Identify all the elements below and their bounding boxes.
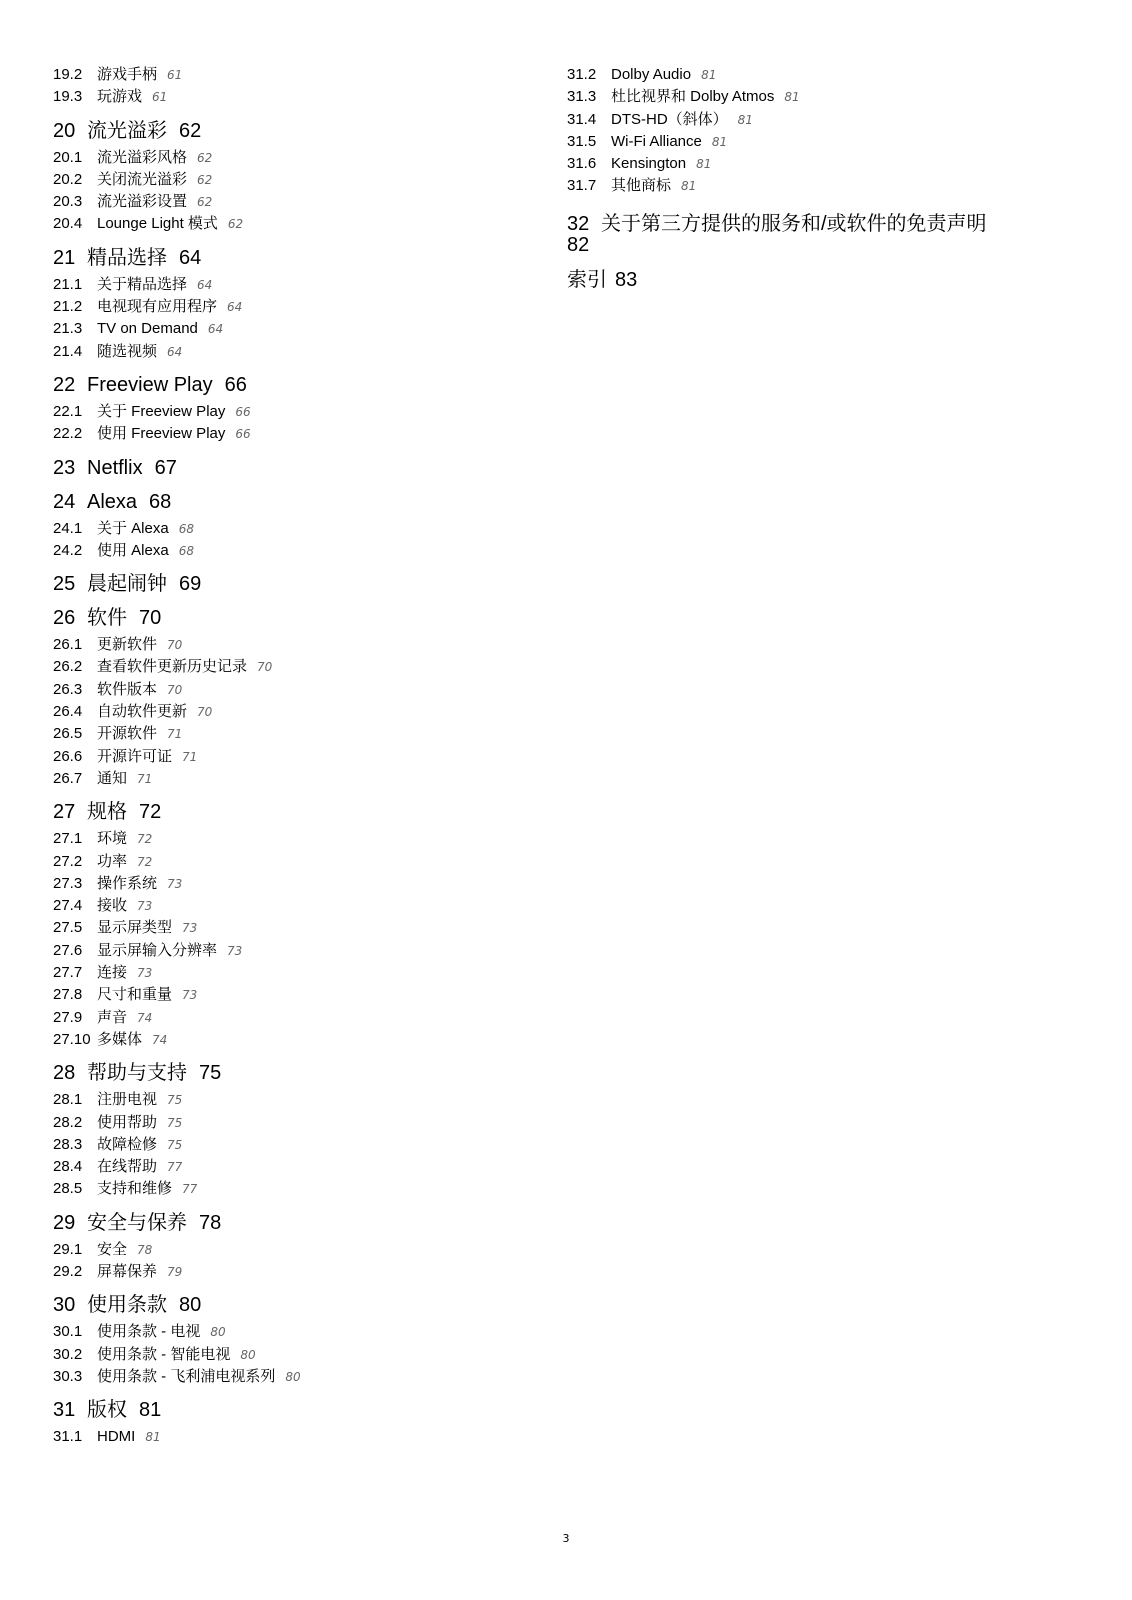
toc-entry-title: 通知 (97, 769, 128, 787)
toc-entry[interactable] (53, 1344, 523, 1366)
toc-entry-page: 64 (167, 344, 183, 359)
toc-entry-page: 81 (681, 179, 697, 194)
chapter-page: 68 (149, 490, 172, 513)
toc-chapter-heading[interactable] (53, 572, 523, 596)
toc-entry-title: 安全 (97, 1240, 128, 1258)
chapter-title: Freeview Play (87, 373, 213, 396)
toc-entry-title: 关于 Alexa (97, 519, 169, 537)
chapter-title: 安全与保养 (87, 1211, 187, 1234)
chapter-title: 使用条款 (87, 1294, 167, 1317)
toc-entry-page: 75 (167, 1137, 183, 1152)
toc-chapter-heading[interactable] (53, 1211, 523, 1235)
toc-entry[interactable] (53, 917, 523, 939)
toc-entry[interactable] (53, 213, 523, 235)
toc-entry[interactable] (567, 175, 1037, 197)
toc-entry[interactable] (53, 1261, 523, 1283)
toc-entry[interactable] (53, 191, 523, 213)
toc-entry-page: 64 (227, 300, 243, 315)
toc-entry-page: 62 (197, 172, 213, 187)
toc-entry-number: 28.4 (53, 1158, 83, 1176)
toc-entry-title: 关闭流光溢彩 (97, 170, 188, 188)
toc-entry-number: 22.1 (53, 402, 83, 420)
toc-entry-page: 62 (197, 150, 213, 165)
toc-entry-number: 31.6 (567, 155, 597, 173)
chapter-title: 软件 (87, 607, 127, 630)
toc-entry[interactable] (53, 851, 523, 873)
toc-chapter-heading[interactable] (53, 1061, 523, 1085)
toc-entry-number: 24.2 (53, 541, 83, 559)
chapter-number: 28 (53, 1062, 76, 1085)
toc-entry-number: 29.1 (53, 1240, 83, 1258)
toc-entry-number: 27.10 (53, 1030, 91, 1048)
chapter-number: 20 (53, 119, 76, 142)
toc-entry-number: 28.2 (53, 1113, 83, 1131)
toc-index-heading[interactable] (567, 268, 1037, 292)
toc-entry-title: 接收 (97, 897, 128, 915)
index-page: 83 (615, 268, 638, 291)
toc-entry[interactable] (53, 1178, 523, 1200)
chapter-title: 版权 (87, 1399, 127, 1422)
toc-entry-page: 77 (182, 1182, 198, 1197)
toc-entry-number: 31.1 (53, 1428, 83, 1446)
toc-entry-number: 26.1 (53, 636, 83, 654)
toc-entry[interactable] (53, 1029, 523, 1051)
toc-entry-number: 31.2 (567, 66, 597, 83)
toc-entry-title: 故障检修 (97, 1135, 158, 1153)
toc-entry-page: 72 (137, 854, 153, 869)
toc-entry[interactable] (53, 746, 523, 768)
toc-left-column (53, 64, 523, 1448)
toc-entry[interactable] (53, 86, 523, 108)
chapter-title: Netflix (87, 456, 143, 479)
toc-entry-number: 27.2 (53, 852, 83, 870)
toc-entry-title: 玩游戏 (97, 88, 143, 106)
toc-entry-page: 73 (137, 899, 153, 914)
toc-entry-number: 21.3 (53, 320, 83, 338)
toc-entry-number: 27.8 (53, 986, 83, 1004)
toc-entry-number: 30.2 (53, 1345, 83, 1363)
toc-entry-number: 21.2 (53, 298, 83, 316)
toc-entry-number: 20.3 (53, 193, 83, 211)
chapter-page: 72 (139, 801, 162, 824)
toc-entry-title: 显示屏类型 (97, 919, 173, 937)
toc-entry[interactable] (53, 984, 523, 1006)
toc-entry[interactable] (567, 86, 1037, 108)
toc-entry-title: 关于 Freeview Play (97, 402, 226, 420)
toc-entry[interactable] (53, 540, 523, 562)
toc-entry-number: 26.6 (53, 747, 83, 765)
toc-entry-page: 70 (197, 705, 213, 720)
toc-entry-title: 开源软件 (97, 725, 158, 743)
toc-entry-page: 79 (167, 1264, 183, 1279)
toc-entry[interactable] (53, 274, 523, 296)
chapter-title: Alexa (87, 490, 138, 513)
toc-entry-title: 使用条款 - 电视 (97, 1323, 201, 1341)
toc-entry[interactable] (53, 656, 523, 678)
toc-entry-page: 73 (167, 876, 183, 891)
toc-chapter-heading[interactable] (53, 456, 523, 480)
toc-entry-page: 73 (137, 966, 153, 981)
toc-entry-title: 流光溢彩设置 (97, 193, 188, 211)
toc-entry-number: 20.1 (53, 148, 83, 166)
toc-entry-title: HDMI (97, 1428, 136, 1446)
chapter-title: 关于第三方提供的服务和/或软件的免责声明 (601, 212, 987, 235)
toc-entry[interactable] (53, 64, 523, 86)
toc-entry[interactable] (53, 701, 523, 723)
page-number: 3 (562, 1532, 570, 1545)
toc-entry-number: 20.2 (53, 170, 83, 188)
toc-entry-title: 杜比视界和 Dolby Atmos (611, 88, 775, 106)
toc-chapter-heading[interactable] (53, 119, 523, 143)
chapter-page: 81 (139, 1399, 162, 1422)
toc-entry[interactable] (53, 1156, 523, 1178)
toc-entry-page: 73 (182, 921, 198, 936)
chapter-number: 30 (53, 1294, 76, 1317)
chapter-page: 78 (199, 1211, 222, 1234)
chapter-number: 29 (53, 1211, 76, 1234)
toc-entry[interactable] (53, 318, 523, 340)
toc-entry-number: 31.5 (567, 132, 597, 150)
toc-entry-page: 81 (701, 68, 717, 82)
chapter-page: 69 (179, 573, 202, 596)
toc-entry[interactable] (53, 147, 523, 169)
toc-entry[interactable] (567, 153, 1037, 175)
toc-entry-number: 27.7 (53, 964, 83, 982)
toc-entry-page: 74 (137, 1010, 153, 1025)
toc-entry-title: 尺寸和重量 (97, 986, 173, 1004)
toc-entry-page: 68 (178, 543, 194, 558)
toc-entry-title: 功率 (97, 852, 128, 870)
toc-entry-title: 使用 Alexa (97, 541, 169, 559)
toc-entry-page: 71 (182, 749, 198, 764)
chapter-number: 31 (53, 1399, 76, 1422)
chapter-page: 70 (139, 607, 162, 630)
toc-entry[interactable] (53, 296, 523, 318)
toc-entry-title: Lounge Light 模式 (97, 215, 218, 233)
toc-entry[interactable] (53, 1007, 523, 1029)
toc-entry-page: 77 (167, 1160, 183, 1175)
toc-entry[interactable] (53, 895, 523, 917)
toc-entry-page: 61 (167, 68, 183, 82)
toc-entry[interactable] (567, 109, 1037, 131)
toc-entry-number: 28.3 (53, 1135, 83, 1153)
toc-entry-title: 其他商标 (611, 177, 672, 195)
toc-entry-number: 26.5 (53, 725, 83, 743)
toc-entry[interactable] (53, 169, 523, 191)
toc-entry[interactable] (53, 423, 523, 445)
toc-chapter-heading[interactable] (53, 1293, 523, 1317)
toc-entry-page: 75 (167, 1115, 183, 1130)
toc-entry[interactable] (53, 940, 523, 962)
toc-entry-title: Dolby Audio (611, 66, 692, 83)
toc-entry-page: 75 (167, 1093, 183, 1108)
toc-entry[interactable] (567, 64, 1037, 86)
toc-right-column (567, 64, 1037, 296)
toc-entry-page: 80 (240, 1347, 256, 1362)
toc-entry-number: 26.7 (53, 769, 83, 787)
toc-entry-number: 20.4 (53, 215, 83, 233)
toc-entry[interactable] (53, 401, 523, 423)
toc-entry-number: 31.4 (567, 110, 597, 128)
toc-entry-title: 声音 (97, 1008, 128, 1026)
toc-entry-page: 66 (235, 427, 251, 442)
toc-entry[interactable] (53, 828, 523, 850)
toc-entry-title: 软件版本 (97, 680, 158, 698)
toc-entry-title: 使用 Freeview Play (97, 425, 226, 443)
toc-entry-title: 查看软件更新历史记录 (97, 658, 248, 676)
toc-entry-title: 使用帮助 (97, 1113, 158, 1131)
toc-entry-page: 72 (137, 832, 153, 847)
toc-entry-page: 64 (207, 322, 224, 337)
toc-entry[interactable] (53, 679, 523, 701)
toc-entry[interactable] (53, 634, 523, 656)
toc-entry-title: TV on Demand (97, 320, 198, 338)
toc-entry[interactable] (53, 341, 523, 363)
chapter-title: 流光溢彩 (87, 119, 167, 142)
toc-entry-number: 21.1 (53, 275, 83, 293)
chapter-title: 晨起闹钟 (87, 573, 167, 596)
toc-entry[interactable] (53, 1134, 523, 1156)
toc-entry-title: 连接 (97, 964, 128, 982)
chapter-number: 21 (53, 246, 76, 269)
toc-entry-title: 随选视频 (97, 342, 158, 360)
toc-entry-number: 27.6 (53, 941, 83, 959)
toc-entry[interactable] (53, 1112, 523, 1134)
toc-entry[interactable] (53, 1239, 523, 1261)
toc-entry-number: 30.3 (53, 1367, 83, 1385)
toc-entry-title: 注册电视 (97, 1091, 158, 1109)
toc-entry-page: 81 (696, 157, 712, 172)
toc-entry-number: 22.2 (53, 425, 83, 443)
chapter-title: 帮助与支持 (87, 1062, 187, 1085)
toc-entry-page: 81 (784, 90, 800, 105)
chapter-page: 75 (199, 1062, 222, 1085)
toc-chapter-heading[interactable] (567, 212, 1027, 254)
toc-entry-title: 显示屏输入分辨率 (97, 941, 218, 959)
toc-entry-title: DTS-HD（斜体） (611, 110, 728, 128)
toc-entry-page: 68 (178, 521, 194, 536)
toc-entry-number: 27.4 (53, 897, 83, 915)
chapter-number: 27 (53, 801, 76, 824)
toc-chapter-heading[interactable] (53, 800, 523, 824)
toc-entry-number: 28.5 (53, 1180, 83, 1198)
toc-entry-page: 71 (167, 727, 183, 742)
toc-entry-page: 70 (167, 682, 183, 697)
chapter-number: 23 (53, 456, 76, 479)
toc-entry-title: 流光溢彩风格 (97, 148, 188, 166)
toc-entry-title: 关于精品选择 (97, 275, 188, 293)
toc-entry-page: 74 (152, 1032, 168, 1047)
toc-entry-number: 27.1 (53, 830, 83, 848)
toc-entry[interactable] (53, 1089, 523, 1111)
toc-entry-title: 环境 (97, 830, 128, 848)
toc-entry-number: 26.4 (53, 703, 83, 721)
toc-entry-title: 屏幕保养 (97, 1262, 158, 1280)
toc-entry[interactable] (53, 768, 523, 790)
chapter-page: 67 (154, 456, 177, 479)
toc-entry[interactable] (53, 518, 523, 540)
toc-entry-title: 使用条款 - 飞利浦电视系列 (97, 1367, 276, 1385)
toc-entry-page: 71 (137, 771, 153, 786)
toc-entry-number: 31.7 (567, 177, 597, 195)
toc-entry[interactable] (53, 1366, 523, 1388)
toc-entry-page: 66 (235, 404, 251, 419)
toc-entry-title: Kensington (611, 155, 687, 173)
toc-entry[interactable] (567, 131, 1037, 153)
toc-chapter-heading[interactable] (53, 1398, 523, 1422)
toc-entry-title: Wi-Fi Alliance (611, 132, 702, 150)
chapter-title: 精品选择 (87, 246, 167, 269)
chapter-page: 80 (179, 1294, 202, 1317)
toc-entry-title: 操作系统 (97, 874, 158, 892)
toc-entry-number: 29.2 (53, 1262, 83, 1280)
toc-entry-number: 24.1 (53, 519, 83, 537)
toc-entry-title: 自动软件更新 (97, 703, 188, 721)
toc-entry-number: 21.4 (53, 342, 83, 360)
toc-entry-title: 多媒体 (97, 1030, 143, 1048)
toc-entry-number: 27.3 (53, 874, 83, 892)
toc-entry-number: 26.2 (53, 658, 83, 676)
toc-entry-page: 81 (711, 134, 728, 149)
toc-entry-page: 62 (197, 195, 213, 210)
toc-chapter-heading[interactable] (53, 373, 523, 397)
chapter-number: 25 (53, 573, 76, 596)
toc-entry-title: 使用条款 - 智能电视 (97, 1345, 231, 1363)
toc-entry[interactable] (53, 873, 523, 895)
chapter-page: 62 (179, 119, 202, 142)
toc-entry-number: 19.2 (53, 66, 83, 83)
toc-entry-page: 73 (182, 988, 198, 1003)
toc-entry-page: 81 (737, 112, 753, 127)
toc-entry-title: 支持和维修 (97, 1180, 173, 1198)
toc-chapter-heading[interactable] (53, 606, 523, 630)
toc-entry-number: 28.1 (53, 1091, 83, 1109)
toc-entry-page: 70 (257, 660, 273, 675)
toc-entry-title: 电视现有应用程序 (97, 298, 218, 316)
toc-entry[interactable] (53, 1426, 523, 1448)
chapter-page: 64 (179, 246, 202, 269)
chapter-page: 82 (567, 233, 590, 256)
toc-entry-title: 更新软件 (97, 636, 158, 654)
toc-entry-number: 27.5 (53, 919, 83, 937)
toc-entry-page: 78 (137, 1242, 153, 1257)
toc-entry[interactable] (53, 962, 523, 984)
toc-entry[interactable] (53, 1321, 523, 1343)
toc-entry-number: 30.1 (53, 1323, 83, 1341)
toc-entry-page: 80 (285, 1369, 301, 1384)
toc-entry-title: 开源许可证 (97, 747, 173, 765)
chapter-number: 32 (567, 212, 590, 235)
toc-entry-page: 73 (227, 943, 243, 958)
toc-entry-number: 19.3 (53, 88, 83, 106)
toc-entry-title: 游戏手柄 (97, 66, 158, 83)
toc-chapter-heading[interactable] (53, 490, 523, 514)
toc-entry-number: 31.3 (567, 88, 597, 106)
chapter-page: 66 (224, 373, 247, 396)
chapter-number: 24 (53, 490, 76, 513)
chapter-title: 规格 (87, 801, 127, 824)
toc-entry-page: 70 (167, 638, 183, 653)
index-title: 索引 (567, 268, 607, 291)
toc-entry-page: 80 (210, 1325, 226, 1340)
chapter-number: 26 (53, 607, 76, 630)
toc-entry-page: 62 (227, 217, 244, 232)
toc-entry[interactable] (53, 723, 523, 745)
toc-entry-page: 81 (145, 1430, 161, 1445)
toc-entry-page: 64 (197, 277, 213, 292)
toc-chapter-heading[interactable] (53, 246, 523, 270)
toc-entry-page: 61 (152, 90, 168, 105)
toc-entry-number: 27.9 (53, 1008, 83, 1026)
toc-entry-title: 在线帮助 (97, 1158, 158, 1176)
chapter-number: 22 (53, 373, 76, 396)
toc-entry-number: 26.3 (53, 680, 83, 698)
